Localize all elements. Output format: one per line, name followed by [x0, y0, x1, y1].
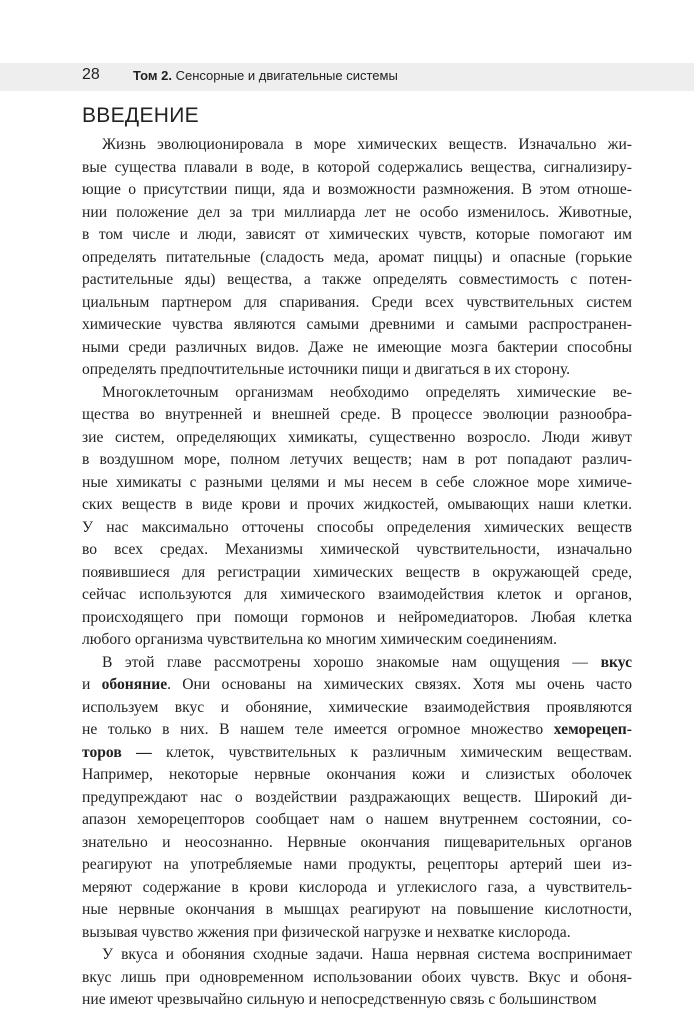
text-run: апазон хеморецепторов сообщает нам о нашем внутреннем состоянии, со- — [82, 811, 632, 828]
text-line — [82, 314, 632, 337]
text-run: вкус лишь при одновременном использовании обоих чувств. Вкус и обоня- — [82, 968, 632, 986]
text-run: ющие о присутствии пищи, яда и возможности размножения. В этом отноше- — [82, 181, 632, 198]
text-line — [82, 674, 632, 697]
text-run: происходящего при помощи гормонов и нейромедиаторов. Любая клетка — [82, 608, 632, 626]
text-line — [82, 449, 632, 472]
text-line — [82, 427, 632, 450]
text-run: ние имеют чрезвычайно сильную и непосредственную связь с большинством — [82, 991, 597, 1008]
bold-term: вкус — [600, 653, 632, 671]
text-line — [82, 742, 632, 765]
text-line — [82, 584, 632, 607]
paragraph — [82, 652, 632, 945]
text-run: предупреждают нас о воздействии раздражающих веществ. Широкий ди- — [82, 788, 632, 806]
text-line — [82, 562, 632, 585]
text-line — [82, 404, 632, 427]
text-run: в том числе и люди, зависят от химических чувств, которые помогают им — [82, 226, 632, 243]
page-number: 28 — [82, 66, 100, 83]
text-run: химические чувства являются самыми древними и самыми распространен- — [82, 316, 632, 333]
text-line — [82, 134, 632, 157]
text-run: Жизнь эволюционировала в море химических веществ. Изначально жи- — [102, 136, 632, 153]
text-run: ные нервные окончания в мышцах реагируют на повышение кислотности, — [82, 901, 632, 918]
text-run: вые существа плавали в воде, в которой содержались вещества, сигнализиру- — [82, 158, 632, 176]
text-line — [82, 877, 632, 900]
text-line — [82, 832, 632, 855]
text-run: нии положение дел за три миллиарда лет не особо изменилось. Животные, — [82, 203, 632, 221]
text-line — [82, 967, 632, 990]
text-line — [82, 652, 632, 675]
text-line — [82, 157, 632, 180]
text-line — [82, 179, 632, 202]
text-line — [82, 787, 632, 810]
text-run: сейчас используются для химического взаимодействия клеток и органов, — [82, 586, 632, 603]
text-run: ными среди различных видов. Даже не имеющие мозга бактерии способны — [82, 338, 632, 356]
text-run: меряют содержание в крови кислорода и углекислого газа, а чувствитель- — [82, 878, 632, 896]
text-run: циальным партнером для спаривания. Среди всех чувствительных систем — [82, 293, 632, 311]
text-line — [82, 382, 632, 405]
text-line — [82, 292, 632, 315]
volume-label: Том 2. — [133, 68, 172, 83]
text-line — [82, 359, 632, 382]
text-line — [82, 517, 632, 540]
text-line — [82, 494, 632, 517]
bold-term: хеморецеп- — [553, 721, 632, 738]
text-line — [82, 922, 632, 945]
text-run: знательно и неосознанно. Нервные окончания пищеварительных органов — [82, 833, 632, 851]
text-run: . Они основаны на химических связях. Хотя мы очень часто — [167, 676, 632, 693]
text-line — [82, 899, 632, 922]
text-line — [82, 944, 632, 967]
text-run: реагируют на употребляемые нами продукты, рецепторы артерий шеи из- — [82, 856, 632, 873]
bold-term: торов — — [82, 743, 152, 761]
text-line — [82, 247, 632, 270]
text-run: определять питательные (сладость меда, аромат пиццы) и опасные (горькие — [82, 248, 632, 266]
text-line — [82, 269, 632, 292]
text-line — [82, 337, 632, 360]
text-run: Например, некоторые нервные окончания кожи и слизистых оболочек — [82, 766, 632, 783]
text-line — [82, 202, 632, 225]
text-line — [82, 629, 632, 652]
text-line — [82, 764, 632, 787]
paragraph — [82, 134, 632, 382]
text-run: не только в них. В нашем теле имеется огромное множество — [82, 721, 554, 738]
text-run: ских веществ в виде крови и прочих жидкостей, омывающих наши клетки. — [82, 496, 632, 513]
text-run: появившиеся для регистрации химических веществ в окружающей среде, — [82, 563, 632, 581]
paragraph — [82, 944, 632, 1012]
text-run: в воздушном море, полном летучих веществ; нам в рот попадают различ- — [82, 451, 632, 468]
text-run: определять предпочтительные источники пищи и двигаться в их сторону. — [82, 361, 571, 378]
text-run: клеток, чувствительных к различным химическим веществам. — [151, 743, 632, 761]
text-line — [82, 607, 632, 630]
text-line — [82, 719, 632, 742]
text-run: вызывая чувство жжения при физической нагрузке и нехватке кислорода. — [82, 923, 571, 941]
chapter-title: ВВЕДЕНИЕ — [82, 104, 199, 127]
text-line — [82, 539, 632, 562]
text-run: во всех средах. Механизмы химической чувствительности, изначально — [82, 541, 632, 558]
volume-title: Сенсорные и двигательные системы — [175, 68, 398, 83]
text-run: используем вкус и обоняние, химические взаимодействия проявляются — [82, 698, 632, 716]
text-run: любого организма чувствительна ко многим химическим соединениям. — [82, 631, 558, 648]
text-run: зие систем, определяющих химикаты, существенно возросло. Люди живут — [82, 428, 632, 446]
text-line — [82, 224, 632, 247]
bold-term: обоняние — [101, 676, 168, 693]
text-run: Многоклеточным организмам необходимо определять химические ве- — [102, 383, 632, 401]
paragraph — [82, 382, 632, 652]
text-run: У вкуса и обоняния сходные задачи. Наша нервная система воспринимает — [102, 946, 632, 963]
text-run: и — [82, 676, 102, 693]
text-run: растительные яды) вещества, а также определять совместимость с потен- — [82, 271, 632, 288]
body-text — [82, 134, 632, 1012]
text-line — [82, 854, 632, 877]
text-line — [82, 989, 632, 1012]
text-run: щества во внутренней и внешней среде. В процессе эволюции разнообра- — [82, 406, 632, 423]
text-line — [82, 697, 632, 720]
text-run: В этой главе рассмотрены хорошо знакомые нам ощущения — — [102, 653, 601, 671]
text-run: У нас максимально отточены способы определения химических веществ — [82, 518, 632, 536]
running-head — [133, 68, 398, 83]
text-run: ные химикаты с разными целями и мы несем в себе сложное море химиче- — [82, 473, 632, 491]
text-line — [82, 809, 632, 832]
text-line — [82, 472, 632, 495]
